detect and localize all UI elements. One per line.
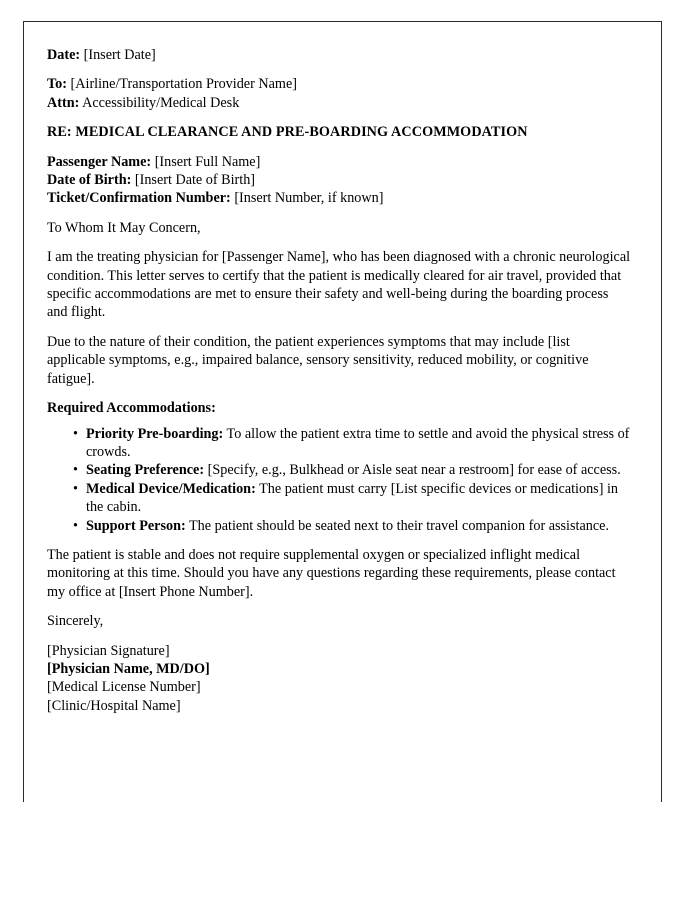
date-value: [Insert Date] xyxy=(83,47,156,63)
passenger-name-value: [Insert Full Name] xyxy=(154,153,261,170)
symptoms-paragraph: Due to the nature of their condition, the patient experiences symptoms that may include [list applicable symptoms, e.g., impaired balance, sensory sensitivity, reduced mobility, or cognitive fatigue]. xyxy=(47,333,589,387)
sign-off: Sincerely, xyxy=(47,613,104,630)
recipient-to-line xyxy=(47,75,631,93)
passenger-name-line xyxy=(47,153,631,171)
date-of-birth-label: Date of Birth: xyxy=(47,172,132,189)
salutation: To Whom It May Concern, xyxy=(47,219,201,236)
accommodation-term: Medical Device/Medication: xyxy=(86,480,256,497)
ticket-number-label: Ticket/Confirmation Number: xyxy=(47,190,231,207)
accommodation-description: The patient should be seated next to their travel companion for assistance. xyxy=(189,517,609,534)
accommodation-description: The patient must carry [List specific devices or medications] in the cabin. xyxy=(86,480,619,516)
ticket-number-value: [Insert Number, if known] xyxy=(234,190,384,207)
list-item xyxy=(47,425,633,462)
signature-block xyxy=(47,642,631,716)
accommodation-term: Support Person: xyxy=(86,517,186,534)
list-item xyxy=(47,480,633,517)
letter-body xyxy=(47,46,631,715)
list-item xyxy=(47,517,633,535)
signature-placeholder: [Physician Signature] xyxy=(47,642,170,659)
date-line xyxy=(47,46,631,64)
ticket-number-line xyxy=(47,189,631,207)
accommodation-description: To allow the patient extra time to settle and avoid the physical stress of crowds. xyxy=(86,425,630,460)
accommodation-term: Seating Preference: xyxy=(86,462,205,479)
closing-paragraph: The patient is stable and does not require supplemental oxygen or specialized inflight medical monitoring at this time. Should you have any questions regarding these requirements, please contact my office at [Insert Phone Number]. xyxy=(47,546,616,600)
list-item xyxy=(47,461,633,479)
recipient-attn-line xyxy=(47,94,631,112)
accommodation-term: Priority Pre-boarding: xyxy=(86,425,224,442)
medical-license-number: [Medical License Number] xyxy=(47,679,201,696)
accommodation-description: [Specify, e.g., Bulkhead or Aisle seat near a restroom] for ease of access. xyxy=(207,462,621,479)
subject-heading: RE: MEDICAL CLEARANCE AND PRE-BOARDING ACCOMMODATION xyxy=(47,124,528,141)
accommodations-heading: Required Accommodations: xyxy=(47,400,216,417)
date-of-birth-line xyxy=(47,171,631,189)
recipient-attn-value: Accessibility/Medical Desk xyxy=(82,94,240,111)
recipient-attn-label: Attn: xyxy=(47,94,80,111)
passenger-name-label: Passenger Name: xyxy=(47,153,152,170)
physician-name: [Physician Name, MD/DO] xyxy=(47,660,210,677)
letter-page-sheet xyxy=(23,21,662,802)
date-label: Date: xyxy=(47,47,81,63)
recipient-block xyxy=(47,75,631,112)
recipient-to-label: To: xyxy=(47,76,67,93)
clinic-hospital-name: [Clinic/Hospital Name] xyxy=(47,697,181,714)
recipient-to-value: [Airline/Transportation Provider Name] xyxy=(70,76,297,93)
passenger-details-block xyxy=(47,153,631,208)
intro-paragraph: I am the treating physician for [Passenger Name], who has been diagnosed with a chronic neurological condition. This letter serves to certify that the patient is medically cleared for air travel, provided that specific accommodations are met to ensure their safety and well-being during the boarding process and flight. xyxy=(47,249,631,321)
date-of-birth-value: [Insert Date of Birth] xyxy=(134,172,256,189)
accommodations-list xyxy=(47,425,631,535)
